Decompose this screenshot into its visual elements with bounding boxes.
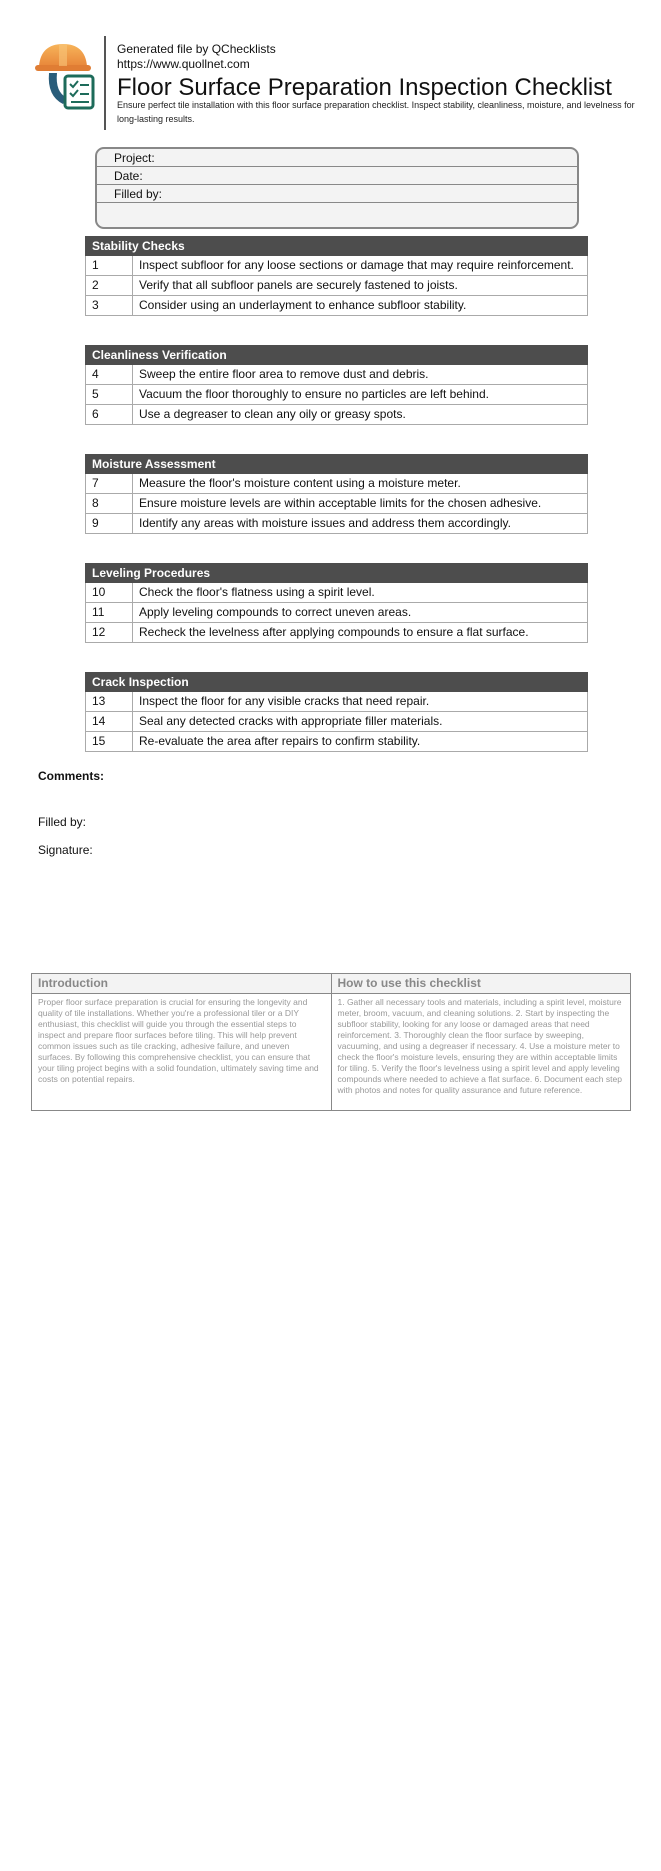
section-cleanliness-verification bbox=[85, 345, 588, 425]
item-number: 4 bbox=[86, 365, 133, 384]
header-divider bbox=[104, 36, 106, 130]
item-number: 12 bbox=[86, 623, 133, 642]
checklist-row[interactable] bbox=[85, 583, 588, 603]
document-header bbox=[33, 36, 633, 132]
introduction-heading: Introduction bbox=[32, 974, 331, 994]
page-title: Floor Surface Preparation Inspection Checklist bbox=[117, 74, 612, 101]
item-text: Ensure moisture levels are within acceptable limits for the chosen adhesive. bbox=[139, 496, 542, 510]
how-to-text: 1. Gather all necessary tools and materials, including a spirit level, moisture meter, broom, vacuum, and cleaning solutions. 2. Start by inspecting the subfloor stability, looking for any loose or damaged areas that need reinforcement. 3. Thoroughly clean the floor surface by sweeping, vacuuming, and using a degreaser if necessary. 4. Use a moisture meter to check the floor's moisture levels, ensuring they are within acceptable limits for tiling. 5. Verify the floor's levelness using a spirit level and apply leveling compounds where needed to achieve a flat surface. 6. Document each step with photos and notes for quality assurance and future reference. bbox=[337, 997, 622, 1095]
checklist-row[interactable] bbox=[85, 692, 588, 712]
checklist-row[interactable] bbox=[85, 296, 588, 316]
item-text: Use a degreaser to clean any oily or greasy spots. bbox=[139, 407, 406, 421]
checklist-row[interactable] bbox=[85, 405, 588, 425]
section-moisture-assessment bbox=[85, 454, 588, 534]
checklist-row[interactable] bbox=[85, 494, 588, 514]
item-number: 10 bbox=[86, 583, 133, 602]
item-text: Consider using an underlayment to enhance subfloor stability. bbox=[139, 298, 467, 312]
item-number: 15 bbox=[86, 732, 133, 751]
source-url[interactable]: https://www.quollnet.com bbox=[117, 57, 250, 71]
checklist-row[interactable] bbox=[85, 712, 588, 732]
project-info-box bbox=[95, 147, 579, 229]
checklist-row[interactable] bbox=[85, 474, 588, 494]
section-header: Moisture Assessment bbox=[85, 454, 588, 474]
how-to-column bbox=[331, 974, 631, 1110]
how-to-heading: How to use this checklist bbox=[332, 974, 631, 994]
checklist-row[interactable] bbox=[85, 365, 588, 385]
item-text: Identify any areas with moisture issues and address them accordingly. bbox=[139, 516, 511, 530]
item-text: Inspect the floor for any visible cracks that need repair. bbox=[139, 694, 430, 708]
checklist-row[interactable] bbox=[85, 385, 588, 405]
item-text: Measure the floor's moisture content using a moisture meter. bbox=[139, 476, 461, 490]
hardhat-checklist-logo-icon bbox=[33, 40, 103, 112]
section-header: Cleanliness Verification bbox=[85, 345, 588, 365]
project-field[interactable]: Project: bbox=[97, 149, 577, 167]
item-number: 2 bbox=[86, 276, 133, 295]
checklist-row[interactable] bbox=[85, 514, 588, 534]
item-number: 14 bbox=[86, 712, 133, 731]
item-text: Check the floor's flatness using a spirit level. bbox=[139, 585, 375, 599]
intro-table bbox=[31, 973, 631, 1111]
item-number: 7 bbox=[86, 474, 133, 493]
item-number: 9 bbox=[86, 514, 133, 533]
page-description: Ensure perfect tile installation with this floor surface preparation checklist. Inspect stability, cleanliness, moisture, and levelness for long-lasting results. bbox=[117, 100, 635, 124]
date-field[interactable]: Date: bbox=[97, 167, 577, 185]
signature-label: Signature: bbox=[38, 843, 93, 857]
item-text: Inspect subfloor for any loose sections or damage that may require reinforcement. bbox=[139, 258, 574, 272]
checklist-row[interactable] bbox=[85, 276, 588, 296]
generator-info bbox=[117, 42, 276, 72]
comments-label: Comments: bbox=[38, 769, 105, 783]
checklist-row[interactable] bbox=[85, 256, 588, 276]
introduction-text: Proper floor surface preparation is crucial for ensuring the longevity and quality of tile installations. Whether you're a professional tiler or a DIY enthusiast, this checklist will guide you through the essential steps to inspect and prepare floor surfaces before tiling. This will help prevent common issues such as tile cracking, adhesive failure, and uneven surfaces. By following this comprehensive checklist, you can ensure that your tiling project begins with a solid foundation, ultimately saving time and costs on potential repairs. bbox=[38, 997, 319, 1084]
filled-by-field[interactable]: Filled by: bbox=[97, 185, 577, 203]
item-number: 11 bbox=[86, 603, 133, 622]
section-crack-inspection bbox=[85, 672, 588, 752]
section-stability-checks bbox=[85, 236, 588, 316]
item-text: Apply leveling compounds to correct uneven areas. bbox=[139, 605, 412, 619]
item-number: 13 bbox=[86, 692, 133, 711]
checklist-row[interactable] bbox=[85, 623, 588, 643]
generated-by-text: Generated file by QChecklists bbox=[117, 42, 276, 56]
item-text: Verify that all subfloor panels are securely fastened to joists. bbox=[139, 278, 458, 292]
section-leveling-procedures bbox=[85, 563, 588, 643]
section-header: Leveling Procedures bbox=[85, 563, 588, 583]
item-number: 6 bbox=[86, 405, 133, 424]
item-text: Seal any detected cracks with appropriate filler materials. bbox=[139, 714, 443, 728]
item-text: Recheck the levelness after applying compounds to ensure a flat surface. bbox=[139, 625, 529, 639]
item-number: 1 bbox=[86, 256, 133, 275]
checklist-row[interactable] bbox=[85, 732, 588, 752]
checklist-row[interactable] bbox=[85, 603, 588, 623]
item-number: 5 bbox=[86, 385, 133, 404]
item-text: Re-evaluate the area after repairs to confirm stability. bbox=[139, 734, 421, 748]
item-text: Sweep the entire floor area to remove dust and debris. bbox=[139, 367, 429, 381]
section-header: Stability Checks bbox=[85, 236, 588, 256]
filled-by-label: Filled by: bbox=[38, 815, 87, 829]
item-number: 3 bbox=[86, 296, 133, 315]
introduction-column bbox=[32, 974, 331, 1110]
item-number: 8 bbox=[86, 494, 133, 513]
section-header: Crack Inspection bbox=[85, 672, 588, 692]
blank-field[interactable] bbox=[97, 203, 577, 221]
item-text: Vacuum the floor thoroughly to ensure no particles are left behind. bbox=[139, 387, 489, 401]
